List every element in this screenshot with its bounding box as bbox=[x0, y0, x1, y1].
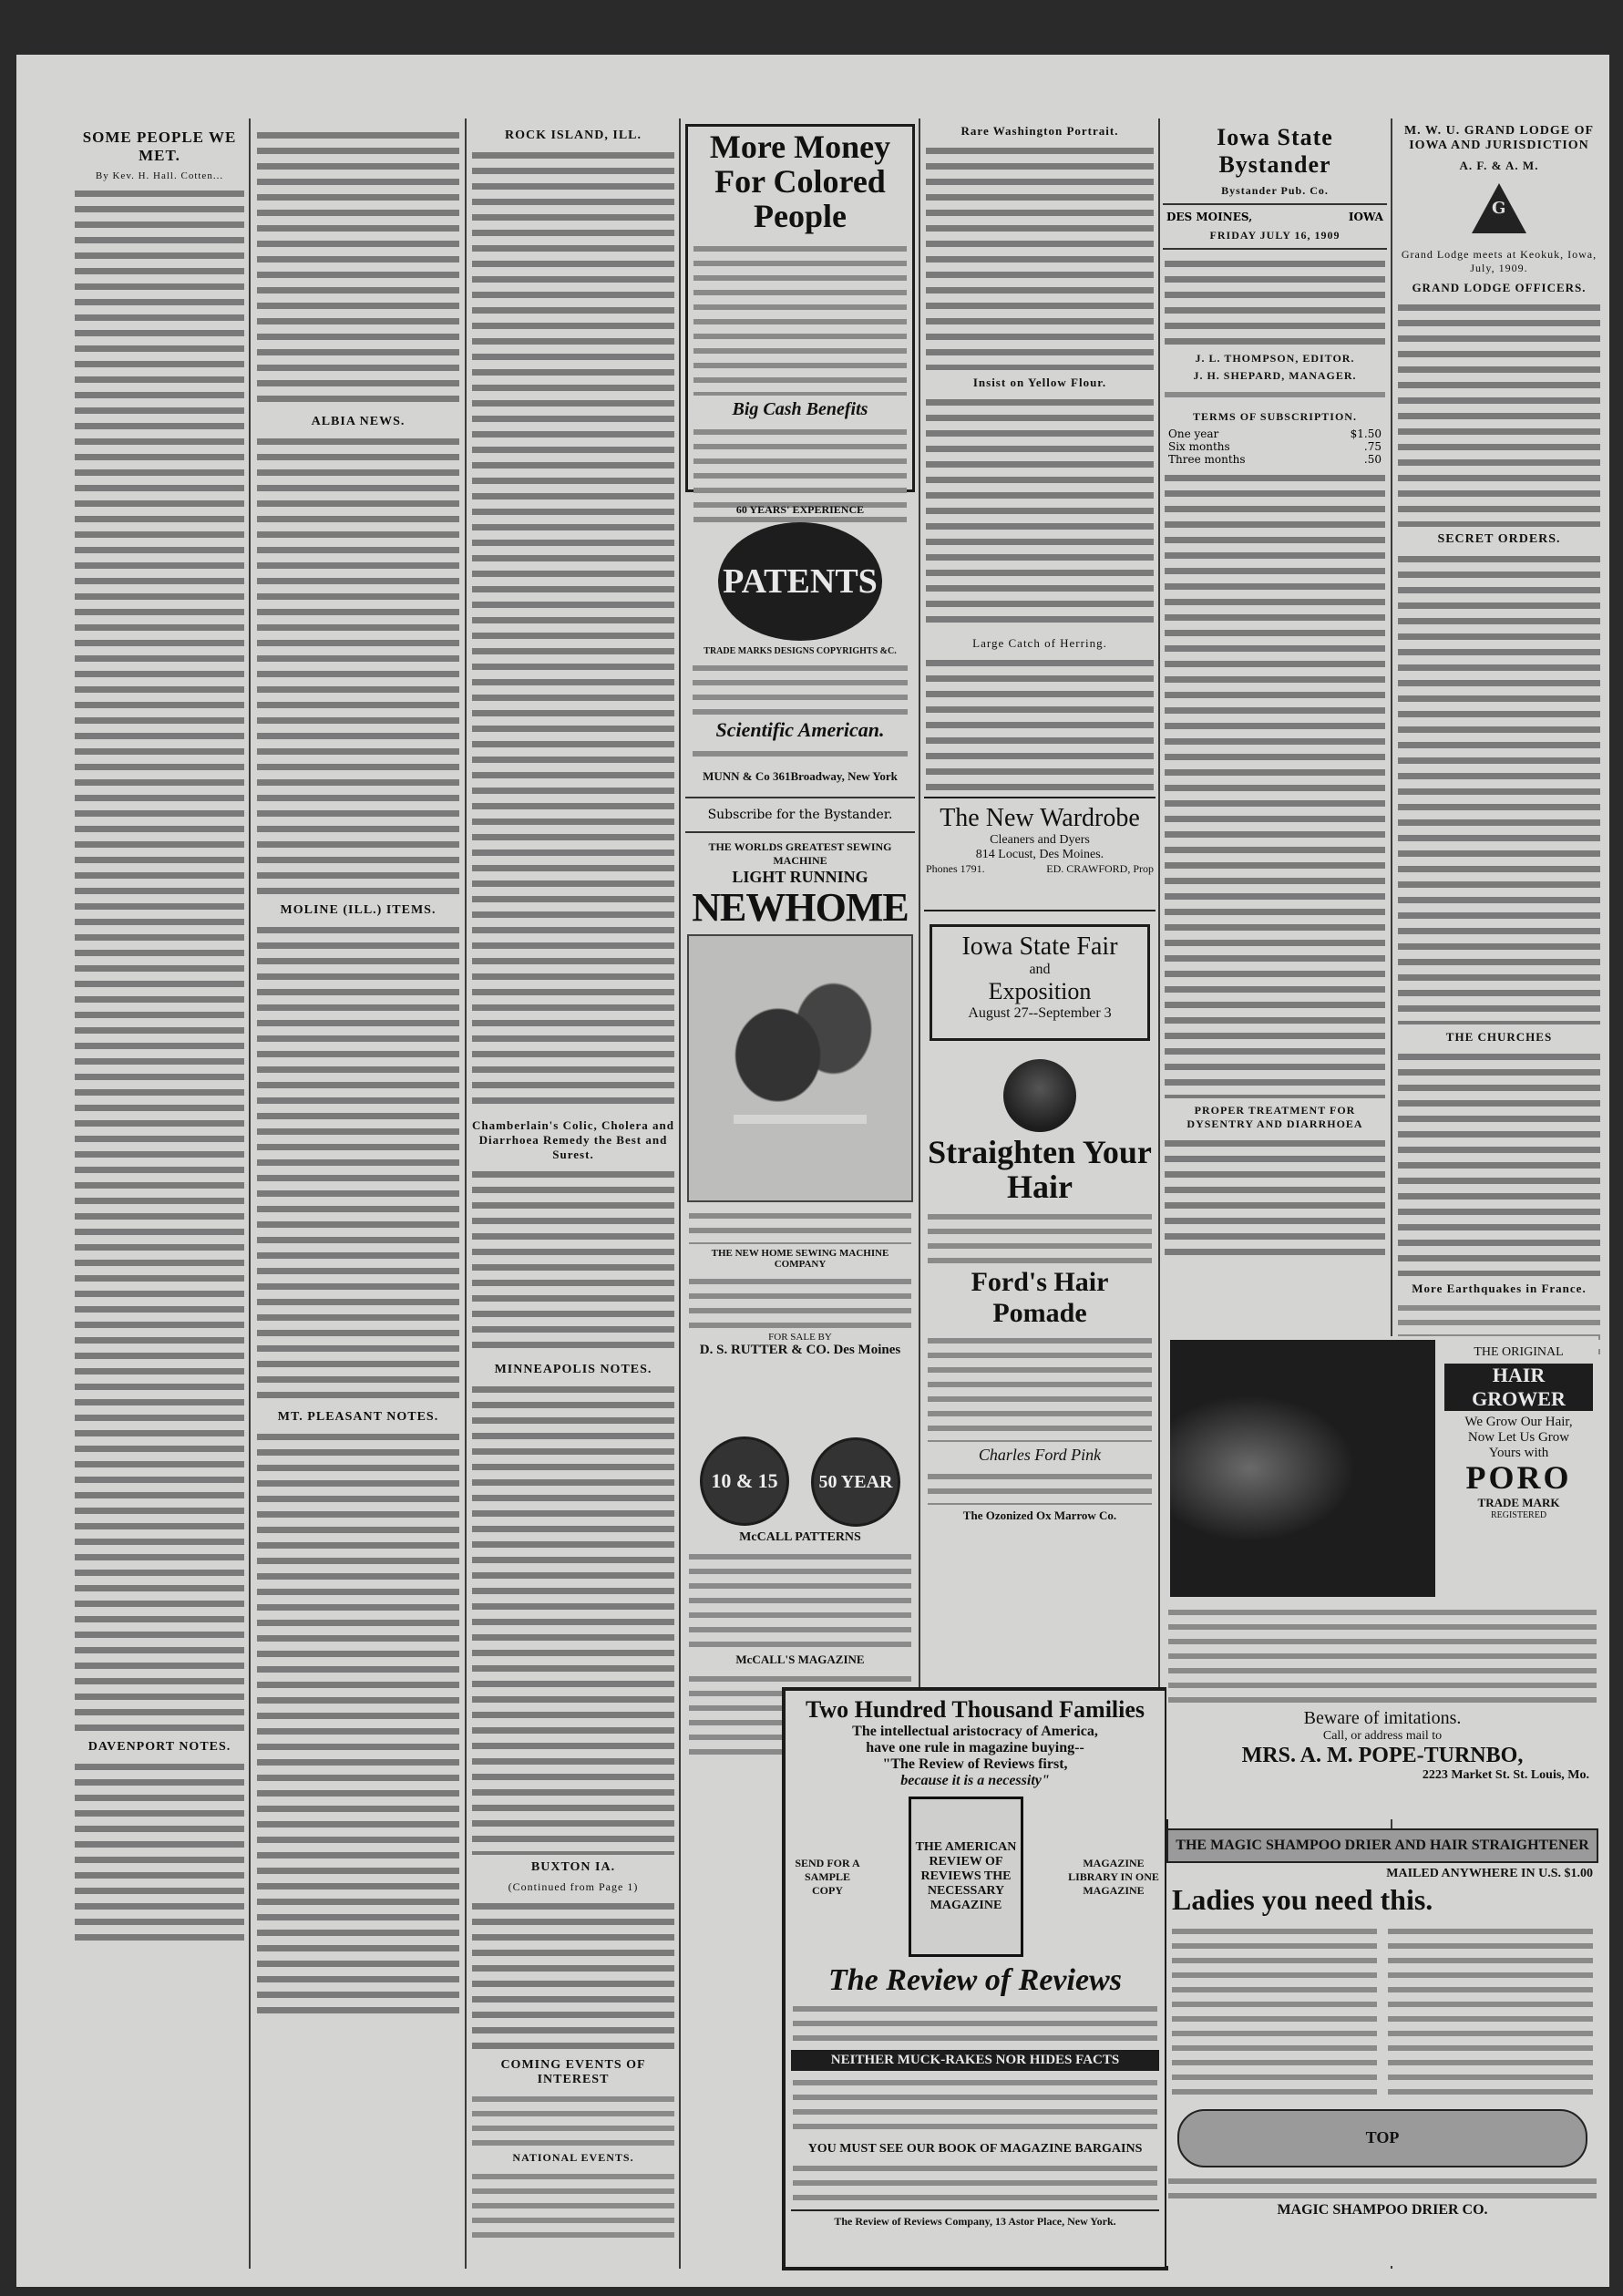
section-coming-events: COMING EVENTS OF INTEREST bbox=[500, 2058, 646, 2086]
article-body bbox=[75, 1758, 244, 1941]
review-title: The Review of Reviews bbox=[828, 1963, 1122, 1997]
review-library: MAGAZINE LIBRARY IN ONE MAGAZINE bbox=[1068, 1856, 1159, 1897]
poro-line1: We Grow Our Hair, bbox=[1464, 1415, 1573, 1429]
review-line3: "The Review of Reviews first, bbox=[882, 1756, 1068, 1772]
section-buxton: BUXTON IA. bbox=[530, 1860, 616, 1874]
ad-body bbox=[793, 2160, 1157, 2206]
ladies-need-this: Ladies you need this. bbox=[1172, 1883, 1433, 1916]
ad-munn: MUNN & Co 361Broadway, New York bbox=[703, 769, 898, 783]
review-muck: NEITHER MUCK-RAKES NOR HIDES FACTS bbox=[791, 2050, 1159, 2071]
wardrobe-title: The New Wardrobe bbox=[940, 804, 1140, 832]
article-body bbox=[257, 127, 459, 409]
masthead: Iowa State Bystander bbox=[1217, 124, 1333, 178]
article-body bbox=[1165, 1135, 1385, 1262]
ad-more-money bbox=[685, 124, 915, 492]
publisher: Bystander Pub. Co. bbox=[1221, 184, 1329, 197]
ad-body bbox=[928, 1209, 1152, 1263]
straighten-hair-title: Straighten Your Hair bbox=[928, 1134, 1152, 1205]
city: DES MOINES, bbox=[1166, 211, 1253, 223]
section-moline: MOLINE (ILL.) ITEMS. bbox=[280, 903, 437, 917]
earthquakes-heading: More Earthquakes in France. bbox=[1412, 1282, 1587, 1295]
ad-body bbox=[1168, 1604, 1597, 1704]
column-2 bbox=[255, 123, 461, 2269]
term-price: $1.50 bbox=[1350, 427, 1382, 440]
article-body bbox=[472, 1898, 674, 2053]
column-3 bbox=[470, 123, 676, 2269]
section-washington-portrait: Rare Washington Portrait. bbox=[960, 124, 1119, 138]
ad-new-home-light: LIGHT RUNNING bbox=[732, 868, 868, 886]
ad-body bbox=[689, 1208, 911, 1244]
ad-patents-title: PATENTS bbox=[718, 522, 882, 641]
article-body bbox=[1398, 1048, 1600, 1276]
mccall-50-year-badge: 50 YEAR bbox=[811, 1437, 900, 1527]
article-body bbox=[926, 142, 1154, 370]
review-line4: because it is a necessity" bbox=[900, 1773, 1050, 1788]
magic-top-illustration: TOP bbox=[1177, 2109, 1587, 2167]
ad-rutter: D. S. RUTTER & CO. Des Moines bbox=[699, 1343, 901, 1358]
poro-grower: HAIR GROWER bbox=[1444, 1364, 1593, 1411]
proper-treatment-heading: PROPER TREATMENT FOR DYSENTRY AND DIARRHOEA bbox=[1186, 1104, 1363, 1130]
ad-body bbox=[1172, 1923, 1377, 2096]
magic-title: THE MAGIC SHAMPOO DRIER AND HAIR STRAIGHTENER bbox=[1166, 1828, 1598, 1863]
ad-new-home-top: THE WORLDS GREATEST SEWING MACHINE bbox=[708, 840, 892, 867]
poro-line2: Now Let Us Grow bbox=[1467, 1430, 1570, 1445]
ad-poro bbox=[1166, 1336, 1598, 1819]
poro-brand: PORO bbox=[1465, 1459, 1572, 1496]
ad-new-home bbox=[685, 839, 915, 1426]
section-mt-pleasant: MT. PLEASANT NOTES. bbox=[277, 1410, 439, 1424]
section-national-events: NATIONAL EVENTS. bbox=[512, 2151, 634, 2164]
lodge-sub: A. F. & A. M. bbox=[1459, 159, 1539, 172]
section-herring: Large Catch of Herring. bbox=[972, 636, 1107, 650]
ad-new-wardrobe bbox=[924, 797, 1156, 911]
ad-body bbox=[928, 1333, 1152, 1442]
poro-call: Call, or address mail to bbox=[1322, 1729, 1443, 1743]
section-rock-island: ROCK ISLAND, ILL. bbox=[504, 129, 642, 142]
review-line2: have one rule in magazine buying-- bbox=[866, 1740, 1084, 1755]
article-body bbox=[472, 147, 674, 1113]
article-body bbox=[257, 433, 459, 898]
ad-fords-pomade bbox=[924, 1054, 1156, 1522]
sewing-machine-illustration bbox=[687, 934, 913, 1202]
divider bbox=[1163, 248, 1387, 250]
ad-patents bbox=[685, 498, 915, 791]
newspaper-page bbox=[16, 55, 1609, 2287]
ad-mccall-mag: McCALL'S MAGAZINE bbox=[735, 1653, 865, 1666]
column-rule bbox=[249, 118, 251, 2269]
ad-patents-years: 60 YEARS' EXPERIENCE bbox=[735, 503, 865, 516]
fair-and: and bbox=[1029, 962, 1051, 977]
subscribe-note: Subscribe for the Bystander. bbox=[685, 797, 915, 833]
ad-body bbox=[1168, 2173, 1597, 2198]
manager: J. H. SHEPARD, MANAGER. bbox=[1193, 369, 1357, 382]
term-label: Three months bbox=[1168, 453, 1246, 466]
magic-footer: MAGIC SHAMPOO DRIER CO. bbox=[1277, 2201, 1488, 2218]
pomade-signature: Charles Ford Pink bbox=[978, 1445, 1102, 1464]
wardrobe-phone: Phones 1791. bbox=[926, 862, 985, 875]
article-body bbox=[926, 394, 1154, 631]
state: IOWA bbox=[1348, 211, 1383, 223]
ad-body bbox=[693, 241, 907, 396]
article-body bbox=[472, 1381, 674, 1855]
ad-body bbox=[793, 2075, 1157, 2138]
magic-mailed: MAILED ANYWHERE IN U.S. $1.00 bbox=[1386, 1867, 1593, 1880]
poro-pope: MRS. A. M. POPE-TURNBO, bbox=[1241, 1744, 1524, 1767]
ad-body bbox=[693, 660, 908, 715]
ad-body bbox=[928, 1468, 1152, 1505]
fords-pomade-title: Ford's Hair Pomade bbox=[971, 1266, 1109, 1328]
churches-heading: THE CHURCHES bbox=[1445, 1030, 1553, 1044]
ad-magic-shampoo bbox=[1166, 1828, 1598, 2266]
section-minneapolis: MINNEAPOLIS NOTES. bbox=[494, 1363, 652, 1376]
article-body bbox=[926, 654, 1154, 791]
masonic-emblem-icon bbox=[1458, 179, 1540, 242]
article-body bbox=[75, 185, 244, 1735]
headline-some-people: SOME PEOPLE WE MET. bbox=[82, 129, 237, 164]
grand-officers-heading: GRAND LODGE OFFICERS. bbox=[1412, 281, 1587, 294]
article-body bbox=[1398, 299, 1600, 527]
lodge-title: M. W. U. GRAND LODGE OF IOWA AND JURISDICTION bbox=[1403, 124, 1595, 152]
review-bargain: YOU MUST SEE OUR BOOK OF MAGAZINE BARGAINS bbox=[807, 2141, 1143, 2156]
issue-date: FRIDAY JULY 16, 1909 bbox=[1209, 229, 1341, 242]
review-magazine-cover: THE AMERICAN REVIEW OF REVIEWS THE NECESSARY MAGAZINE bbox=[909, 1797, 1023, 1957]
ad-new-home-sale: FOR SALE BY bbox=[768, 1332, 832, 1344]
fair-title: Iowa State Fair bbox=[961, 932, 1118, 961]
article-body bbox=[472, 2091, 674, 2146]
section-yellow-flour: Insist on Yellow Flour. bbox=[972, 376, 1107, 389]
lodge-meets: Grand Lodge meets at Keokuk, Iowa, July, 1909. bbox=[1401, 248, 1597, 274]
column-rule bbox=[679, 118, 681, 2269]
woman-portrait bbox=[1003, 1059, 1076, 1132]
poro-address: 2223 Market St. St. Louis, Mo. bbox=[1422, 1768, 1589, 1782]
ad-body bbox=[693, 746, 908, 766]
article-body bbox=[1398, 551, 1600, 1024]
fair-dates: August 27--September 3 bbox=[968, 1005, 1112, 1021]
secret-orders-heading: SECRET ORDERS. bbox=[1437, 532, 1561, 546]
term-price: .75 bbox=[1363, 440, 1382, 453]
wardrobe-address: 814 Locust, Des Moines. bbox=[975, 848, 1104, 861]
buxton-continued: (Continued from Page 1) bbox=[508, 1880, 639, 1893]
ad-body bbox=[793, 2001, 1157, 2046]
editor: J. L. THOMPSON, EDITOR. bbox=[1195, 352, 1355, 365]
poro-line3: Yours with bbox=[1488, 1446, 1549, 1460]
ad-big-cash: Big Cash Benefits bbox=[732, 399, 868, 420]
poro-tm: TRADE MARK bbox=[1477, 1495, 1560, 1509]
review-footer: The Review of Reviews Company, 13 Astor Place, New York. bbox=[791, 2209, 1159, 2229]
article-body bbox=[1165, 469, 1385, 1098]
column-1 bbox=[73, 123, 246, 2269]
byline: By Kev. H. Hall. Cotten... bbox=[95, 170, 224, 181]
column-rule bbox=[465, 118, 467, 2269]
ad-sci-american: Scientific American. bbox=[715, 718, 885, 741]
poro-original: THE ORIGINAL bbox=[1474, 1345, 1564, 1359]
terms-heading: TERMS OF SUBSCRIPTION. bbox=[1193, 410, 1357, 423]
ox-marrow-company: The Ozonized Ox Marrow Co. bbox=[962, 1508, 1117, 1522]
ad-new-home-company: THE NEW HOME SEWING MACHINE COMPANY bbox=[711, 1248, 889, 1271]
article-body bbox=[257, 1428, 459, 2021]
article-body bbox=[472, 1166, 674, 1357]
ad-patents-sub: TRADE MARKS DESIGNS COPYRIGHTS &C. bbox=[704, 646, 897, 656]
term-price: .50 bbox=[1363, 453, 1382, 466]
article-body bbox=[257, 921, 459, 1405]
article-body bbox=[1165, 386, 1385, 405]
article-body bbox=[472, 2168, 674, 2241]
ad-body bbox=[1388, 1923, 1593, 2096]
section-albia: ALBIA NEWS. bbox=[311, 415, 406, 428]
term-label: Six months bbox=[1168, 440, 1230, 453]
poro-reg: REGISTERED bbox=[1490, 1509, 1547, 1520]
ad-state-fair bbox=[930, 924, 1150, 1041]
wardrobe-sub: Cleaners and Dyers bbox=[990, 833, 1090, 847]
ad-review-of-reviews bbox=[782, 1687, 1168, 2270]
review-top: Two Hundred Thousand Families bbox=[805, 1696, 1145, 1723]
mccall-10-15-badge: 10 & 15 bbox=[700, 1436, 789, 1526]
ad-more-money-title: More Money For Colored People bbox=[709, 129, 891, 234]
section-cholera: Chamberlain's Colic, Cholera and Diarrhoea Remedy the Best and Surest. bbox=[472, 1118, 674, 1161]
poro-photo bbox=[1170, 1340, 1435, 1597]
ad-new-home-title: NEWHOME bbox=[692, 885, 909, 930]
term-label: One year bbox=[1168, 427, 1219, 440]
fair-expo: Exposition bbox=[988, 978, 1092, 1004]
ad-body bbox=[689, 1273, 911, 1328]
ad-body bbox=[689, 1549, 911, 1649]
divider bbox=[1163, 203, 1387, 205]
poro-beware: Beware of imitations. bbox=[1303, 1708, 1462, 1728]
review-send: SEND FOR A SAMPLE COPY bbox=[795, 1856, 860, 1897]
ad-mccall-title: McCALL PATTERNS bbox=[739, 1530, 861, 1544]
review-line1: The intellectual aristocracy of America, bbox=[852, 1724, 1098, 1739]
section-davenport: DAVENPORT NOTES. bbox=[87, 1740, 231, 1754]
wardrobe-prop: ED. CRAWFORD, Prop bbox=[1046, 862, 1154, 875]
article-body bbox=[1165, 255, 1385, 346]
